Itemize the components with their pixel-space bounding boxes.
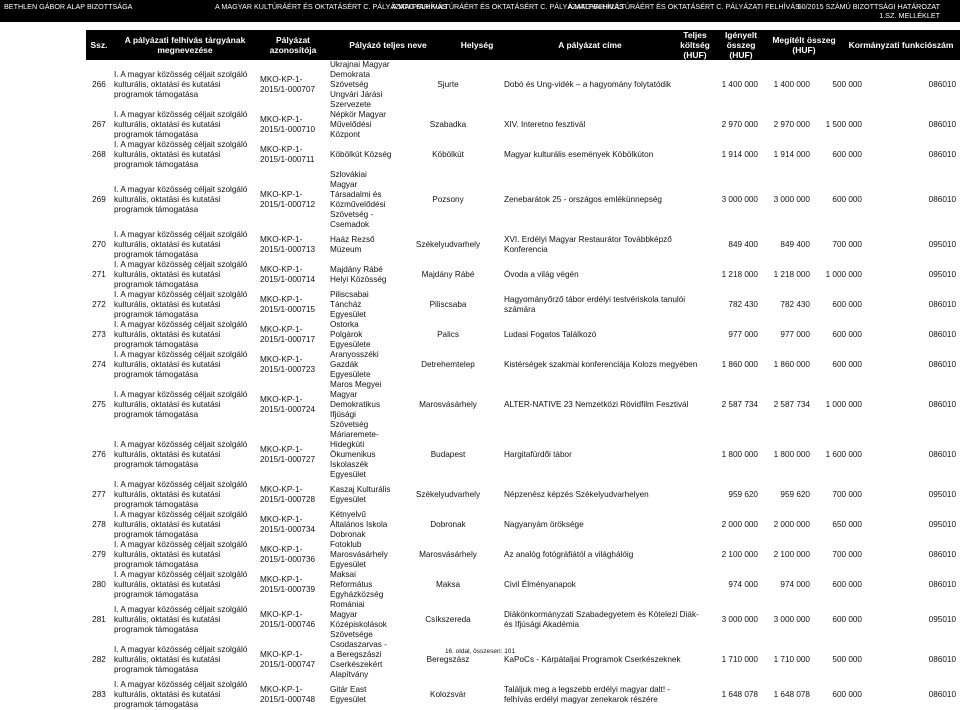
call-name: I. A magyar közösség céljait szolgáló kulturális, oktatási és kutatási programok támogatása [114,645,248,674]
function-code: 086010 [928,195,956,204]
application-id: MKO-KP-1-2015/1-000724 [260,395,316,414]
table-header [86,30,960,60]
call-name: I. A magyar közösség céljait szolgáló kulturális, oktatási és kutatási programok támogatása [114,570,248,599]
place: Sjurte [437,80,459,89]
total-cost: 2 000 000 [721,520,758,529]
table-row [86,290,960,320]
project-title: Népzenész képzés Székelyudvarhelyen [504,490,649,499]
function-code: 095010 [928,270,956,279]
table-row [86,350,960,380]
row-number: 279 [92,550,106,559]
function-code: 095010 [928,520,956,529]
application-id: MKO-KP-1-2015/1-000715 [260,295,316,314]
granted-amount: 600 000 [832,690,862,699]
row-number: 275 [92,400,106,409]
function-code: 086010 [928,550,956,559]
col-applicant: Pályázó teljes neve [349,40,427,50]
applicant-name: Kaszaj Kulturális Egyesület [330,485,391,504]
col-func: Kormányzati funkciószám [848,40,954,50]
function-code: 095010 [928,615,956,624]
table-row [86,260,960,290]
applicant-name: Ukrajnai Magyar Demokrata Szövetség Ungvári Járási Szervezete [330,60,390,109]
top-banner [0,0,960,22]
requested-amount: 974 000 [780,580,810,589]
applicant-name: Aranyosszéki Gazdák Egyesülete [330,350,379,379]
call-name: I. A magyar közösség céljait szolgáló kulturális, oktatási és kutatási programok támogatása [114,440,248,469]
applicant-name: Maros Megyei Magyar Demokratikus Ifjúsági Szövetség [330,380,382,429]
function-code: 086010 [928,360,956,369]
row-number: 281 [92,615,106,624]
call-name: I. A magyar közösség céljait szolgáló kulturális, oktatási és kutatási programok támogatása [114,260,248,289]
application-id: MKO-KP-1-2015/1-000746 [260,610,316,629]
granted-amount: 600 000 [832,330,862,339]
function-code: 086010 [928,655,956,664]
table-row [86,600,960,640]
total-cost: 3 000 000 [721,195,758,204]
table-row [86,640,960,680]
applicant-name: Köbölkút Község [330,150,392,159]
place: Marosvásárhely [419,400,477,409]
place: Maksa [435,580,461,589]
place: Székelyudvarhely [415,490,481,499]
call-name: I. A magyar közösség céljait szolgáló kulturális, oktatási és kutatási programok támogatása [114,110,248,139]
decision-ref [798,2,940,20]
requested-amount: 2 100 000 [773,550,810,559]
applicant-name: Maksai Református Egyházközség [330,570,384,599]
row-number: 278 [92,520,106,529]
total-cost: 1 648 078 [721,690,758,699]
call-name: I. A magyar közösség céljait szolgáló kulturális, oktatási és kutatási programok támogatása [114,390,248,419]
application-id: MKO-KP-1-2015/1-000712 [260,190,316,209]
project-title: Az analóg fotógráfiától a világhálóig [504,550,634,559]
col-requested: Igényelt összeg (HUF) [724,30,758,60]
total-cost: 974 000 [728,580,758,589]
place: Köbölkút [432,150,464,159]
table-row [86,140,960,170]
requested-amount: 1 710 000 [773,655,810,664]
call-name: I. A magyar közösség céljait szolgáló kulturális, oktatási és kutatási programok támogatása [114,70,248,99]
applicant-name: Gitár East Egyesület [330,685,367,704]
project-title: Hargitafürdői tábor [504,450,572,459]
applicant-name: Ostorka Polgárok Egyesülete [330,320,371,349]
requested-amount: 3 000 000 [773,195,810,204]
project-title: Hagyományőrző tábor erdélyi testvériskola tanulói számára [504,295,686,314]
requested-amount: 849 400 [780,240,810,249]
place: Székelyudvarhely [415,240,481,249]
project-title: Találjuk meg a legszebb erdélyi magyar dalt! - felhívás erdélyi magyar zenekarok részére [504,685,671,704]
call-name: I. A magyar közösség céljait szolgáló kulturális, oktatási és kutatási programok támogatása [114,540,248,569]
table-row [86,540,960,570]
place: Palics [437,330,459,339]
row-number: 280 [92,580,106,589]
place: Pozsony [432,195,464,204]
row-number: 272 [92,300,106,309]
requested-amount: 2 587 734 [773,400,810,409]
applicant-name: Piliscsabai Táncház Egyesület [330,290,369,319]
call-name: I. A magyar közösség céljait szolgáló kulturális, oktatási és kutatási programok támogatása [114,185,248,214]
total-cost: 1 914 000 [721,150,758,159]
table-row [86,60,960,110]
col-place: Helység [460,40,494,50]
total-cost: 977 000 [728,330,758,339]
application-id: MKO-KP-1-2015/1-000714 [260,265,316,284]
project-title: Civil Élményanapok [504,580,576,589]
project-title: Magyar kulturális események Köbölkúton [504,150,654,159]
application-id: MKO-KP-1-2015/1-000723 [260,355,316,374]
applicant-name: Szlovákiai Magyar Társadalmi és Közművelődési Szövetség - Csemadok [330,170,386,229]
row-number: 276 [92,450,106,459]
granted-amount: 500 000 [832,655,862,664]
call-name: I. A magyar közösség céljait szolgáló kulturális, oktatási és kutatási programok támogatása [114,320,248,349]
applicant-name: Romániai Magyar Középiskolások Szövetsége [330,600,387,639]
application-id: MKO-KP-1-2015/1-000736 [260,545,316,564]
table-row [86,320,960,350]
call-name: I. A magyar közösség céljait szolgáló kulturális, oktatási és kutatási programok támogatása [114,290,248,319]
col-id: Pályázat azonosítója [269,35,317,55]
page-number: 16. oldal, összesen: 101 [444,648,516,655]
granted-amount: 600 000 [832,195,862,204]
function-code: 086010 [928,330,956,339]
place: Beregszász [426,655,470,664]
application-id: MKO-KP-1-2015/1-000734 [260,515,316,534]
function-code: 086010 [928,450,956,459]
grants-table [86,60,960,710]
function-code: 086010 [928,400,956,409]
granted-amount: 1 500 000 [825,120,862,129]
application-id: MKO-KP-1-2015/1-000748 [260,685,316,704]
application-id: MKO-KP-1-2015/1-000713 [260,235,316,254]
row-number: 282 [92,655,106,664]
col-ssz: Ssz. [90,40,108,50]
table-row [86,110,960,140]
requested-amount: 1 400 000 [773,80,810,89]
applicant-name: Kétnyelvű Általános Iskola Dobronak [330,510,388,539]
total-cost: 782 430 [728,300,758,309]
row-number: 266 [92,80,106,89]
total-cost: 2 587 734 [721,400,758,409]
table-row [86,430,960,480]
call-name: I. A magyar közösség céljait szolgáló kulturális, oktatási és kutatási programok támogatása [114,140,248,169]
total-cost: 2 100 000 [721,550,758,559]
decision-number: 60/2015 SZÁMÚ BIZOTTSÁGI HATÁROZAT [797,2,940,11]
application-id: MKO-KP-1-2015/1-000707 [260,75,316,94]
total-cost: 1 710 000 [721,655,758,664]
call-name: I. A magyar közösség céljait szolgáló kulturális, oktatási és kutatási programok támogatása [114,605,248,634]
function-code: 095010 [928,490,956,499]
project-title: Óvoda a világ végén [504,270,579,279]
place: Budapest [430,450,466,459]
total-cost: 1 218 000 [721,270,758,279]
total-cost: 1 400 000 [721,80,758,89]
granted-amount: 1 000 000 [825,400,862,409]
application-id: MKO-KP-1-2015/1-000739 [260,575,316,594]
granted-amount: 650 000 [832,520,862,529]
col-call: A pályázati felhívás tárgyának megnevezése [124,35,246,55]
granted-amount: 700 000 [832,550,862,559]
row-number: 277 [92,490,106,499]
requested-amount: 3 000 000 [773,615,810,624]
application-id: MKO-KP-1-2015/1-000717 [260,325,316,344]
project-title: KaPoCs - Kárpátaljai Programok Cserkészeknek [504,655,681,664]
row-number: 274 [92,360,106,369]
application-id: MKO-KP-1-2015/1-000747 [260,650,316,669]
total-cost: 1 800 000 [721,450,758,459]
function-code: 086010 [928,120,956,129]
applicant-name: Népkör Magyar Művelődési Központ [330,110,386,139]
project-title: Nagyanyám öröksége [504,520,584,529]
place: Dobronak [430,520,466,529]
requested-amount: 1 218 000 [773,270,810,279]
application-id: MKO-KP-1-2015/1-000710 [260,115,316,134]
function-code: 086010 [928,150,956,159]
requested-amount: 1 914 000 [773,150,810,159]
call-name: I. A magyar közösség céljait szolgáló kulturális, oktatási és kutatási programok támogatása [114,350,248,379]
row-number: 270 [92,240,106,249]
place: Marosvásárhely [419,550,477,559]
granted-amount: 500 000 [832,80,862,89]
requested-amount: 2 970 000 [773,120,810,129]
org-name: BETHLEN GÁBOR ALAP BIZOTTSÁGA [4,2,133,11]
col-granted: Megítélt összeg (HUF) [772,35,836,55]
project-title: Zenebarátok 25 - országos emlékünnepség [504,195,662,204]
banner-title: A MAGYAR KULTÚRÁÉRT ÉS OKTATÁSÉRT C. PÁLYÁZATI FELHÍVÁS [568,2,800,11]
function-code: 086010 [928,300,956,309]
requested-amount: 959 620 [780,490,810,499]
granted-amount: 700 000 [832,490,862,499]
col-title: A pályázat címe [558,40,622,50]
project-title: Dobó és Ung-vidék – a hagyomány folytatódik [504,80,672,89]
granted-amount: 600 000 [832,615,862,624]
granted-amount: 600 000 [832,360,862,369]
function-code: 095010 [928,240,956,249]
place: Detrehemtelep [421,360,475,369]
place: Kolozsvár [430,690,466,699]
granted-amount: 600 000 [832,580,862,589]
requested-amount: 977 000 [780,330,810,339]
function-code: 086010 [928,580,956,589]
place: Csíkszereda [425,615,471,624]
row-number: 268 [92,150,106,159]
applicant-name: Majdány Rábé Helyi Közösség [330,265,387,284]
requested-amount: 1 648 078 [773,690,810,699]
table-row [86,170,960,230]
total-cost: 1 860 000 [721,360,758,369]
call-name: I. A magyar közösség céljait szolgáló kulturális, oktatási és kutatási programok támogatása [114,230,248,259]
row-number: 273 [92,330,106,339]
call-name: I. A magyar közösség céljait szolgáló kulturális, oktatási és kutatási programok támogatása [114,680,248,709]
banner-title: A MAGYAR KULTÚRÁÉRT ÉS OKTATÁSÉRT C. PÁLYÁZATI FELHÍVÁS [392,2,624,11]
granted-amount: 600 000 [832,300,862,309]
requested-amount: 1 860 000 [773,360,810,369]
application-id: MKO-KP-1-2015/1-000727 [260,445,316,464]
project-title: Ludasi Fogatos Találkozó [504,330,597,339]
place: Piliscsaba [429,300,467,309]
function-code: 086010 [928,690,956,699]
table-row [86,380,960,430]
requested-amount: 782 430 [780,300,810,309]
annex-number: 1.SZ. MELLÉKLET [879,11,940,20]
project-title: XVI. Erdélyi Magyar Restaurátor Továbbképző Konferencia [504,235,672,254]
applicant-name: Csodaszarvas - a Beregszászi Cserkészekért Alapítvány [330,640,387,679]
granted-amount: 1 600 000 [825,450,862,459]
place: Szabadka [429,120,467,129]
project-title: Kistérségek szakmai konferenciája Kolozs megyében [504,360,698,369]
banner-title: A MAGYAR KULTÚRÁÉRT ÉS OKTATÁSÉRT C. PÁLYÁZATI FELHÍVÁS [215,2,447,11]
row-number: 267 [92,120,106,129]
table-row [86,570,960,600]
call-name: I. A magyar közösség céljait szolgáló kulturális, oktatási és kutatási programok támogatása [114,510,248,539]
place: Majdány Rábé [421,270,475,279]
col-total: Teljes költség (HUF) [680,30,710,60]
table-row [86,230,960,260]
table-row [86,480,960,510]
project-title: Diákönkormányzati Szabadegyetem és Kötelezi Diák- és Ifjúsági Akadémia [504,610,699,629]
project-title: XIV. Interetno fesztivál [504,120,586,129]
call-name: I. A magyar közösség céljait szolgáló kulturális, oktatási és kutatási programok támogatása [114,480,248,509]
function-code: 086010 [928,80,956,89]
row-number: 269 [92,195,106,204]
total-cost: 959 620 [728,490,758,499]
applicant-name: Fotoklub Marosvásárhely Egyesület [330,540,388,569]
requested-amount: 1 800 000 [773,450,810,459]
granted-amount: 600 000 [832,150,862,159]
row-number: 271 [92,270,106,279]
row-number: 283 [92,690,106,699]
applicant-name: Haáz Rezső Múzeum [330,235,375,254]
project-title: ALTER-NATIVE 23 Nemzetközi Rövidfilm Fesztivál [504,400,689,409]
granted-amount: 700 000 [832,240,862,249]
total-cost: 2 970 000 [721,120,758,129]
application-id: MKO-KP-1-2015/1-000711 [260,145,315,164]
application-id: MKO-KP-1-2015/1-000728 [260,485,316,504]
table-row [86,680,960,710]
table-row [86,510,960,540]
applicant-name: Máriaremete-Hidegkúti Ökumenikus Iskolaszék Egyesület [330,430,379,479]
requested-amount: 2 000 000 [773,520,810,529]
granted-amount: 1 000 000 [825,270,862,279]
total-cost: 849 400 [728,240,758,249]
total-cost: 3 000 000 [721,615,758,624]
